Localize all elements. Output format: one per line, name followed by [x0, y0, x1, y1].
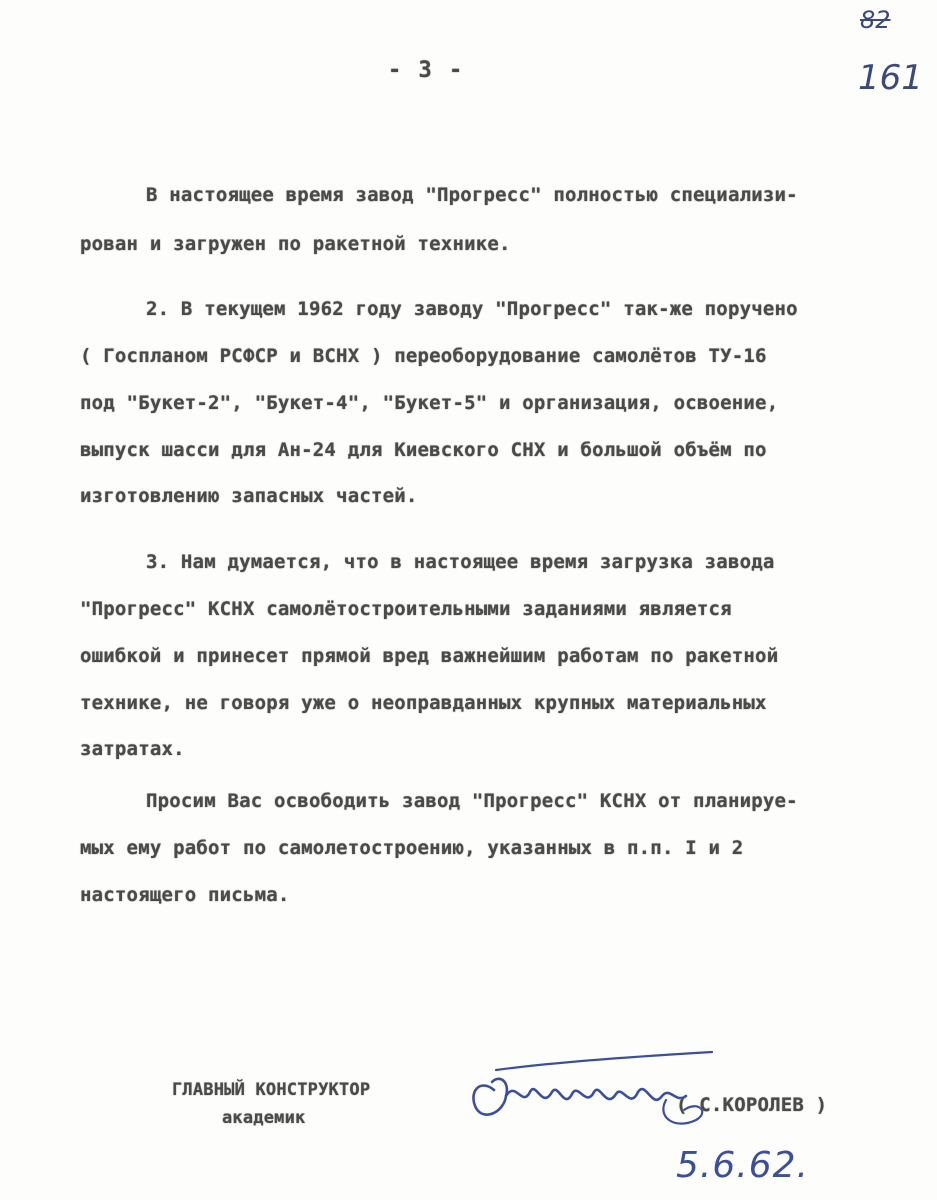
text-line: выпуск шасси для Ан-24 для Киевского СНХ и большой объём по	[80, 439, 767, 461]
text-line: 2. В текущем 1962 году заводу "Прогресс" так-же поручено	[146, 298, 798, 320]
text-line: рован и загружен по ракетной технике.	[80, 233, 511, 255]
signatory-rank: академик	[222, 1108, 306, 1128]
archive-number	[852, 6, 922, 106]
text-line: настоящего письма.	[80, 884, 290, 906]
handwritten-date: 5.6.62.	[676, 1145, 809, 1186]
archive-number-crossed-out: 82	[860, 6, 891, 34]
handwritten-signature	[460, 1030, 730, 1150]
text-line: ошибкой и принесет прямой вред важнейшим работам по ракетной	[80, 645, 779, 667]
text-line: технике, не говоря уже о неоправданных крупных материальных	[80, 692, 767, 714]
text-line: ( Госпланом РСФСР и ВСНХ ) переоборудование самолётов ТУ-16	[80, 345, 767, 367]
text-line: затратах.	[80, 738, 185, 760]
page-number: - 3 -	[388, 58, 465, 83]
text-line: мых ему работ по самолетостроению, указанных в п.п. I и 2	[80, 837, 744, 859]
signatory-name: ( С.КОРОЛЕВ )	[676, 1094, 828, 1116]
text-line: Просим Вас освободить завод "Прогресс" КСНХ от планируе-	[146, 790, 798, 812]
archive-number-current: 161	[858, 58, 923, 98]
text-line: под "Букет-2", "Букет-4", "Букет-5" и организация, освоение,	[80, 392, 779, 414]
text-line: В настоящее время завод "Прогресс" полностью специализи-	[146, 184, 798, 206]
text-line: 3. Нам думается, что в настоящее время загрузка завода	[146, 551, 775, 573]
signatory-title: ГЛАВНЫЙ КОНСТРУКТОР	[172, 1080, 371, 1100]
text-line: "Прогресс" КСНХ самолётостроительными заданиями является	[80, 598, 732, 620]
text-line: изготовлению запасных частей.	[80, 485, 418, 507]
